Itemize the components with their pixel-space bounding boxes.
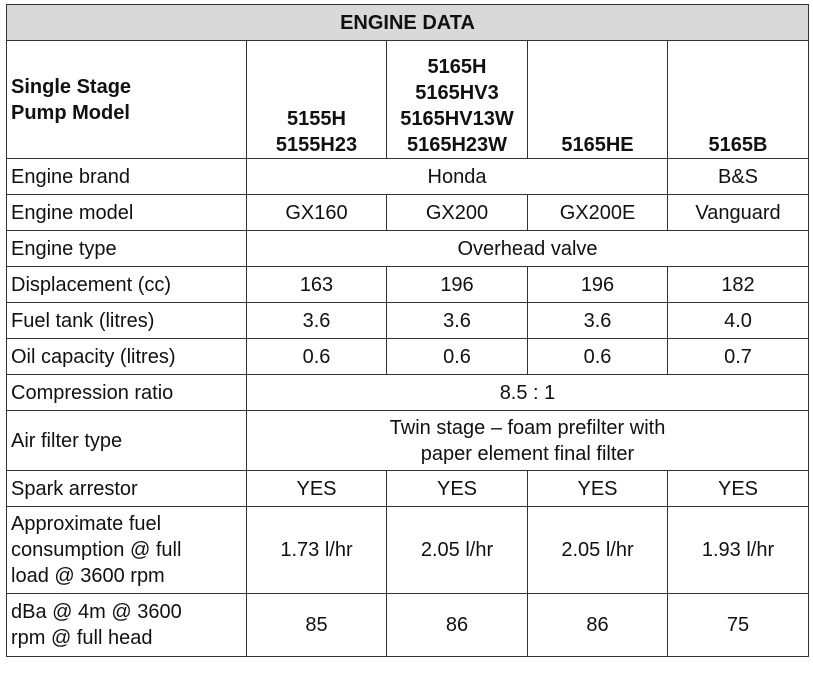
- table-title: ENGINE DATA: [7, 5, 809, 41]
- row-fuel-consumption: [7, 507, 809, 594]
- model-name: 5165H23W: [406, 134, 508, 156]
- cell-value: YES: [668, 471, 809, 507]
- cell-value: 196: [387, 267, 528, 303]
- cell-value: GX200: [387, 195, 528, 231]
- model-name: 5165HV3: [415, 82, 499, 104]
- model-header-col-1: [247, 41, 387, 159]
- model-name: 5165B: [708, 134, 768, 156]
- row-label: Engine brand: [7, 159, 247, 195]
- cell-value: GX200E: [528, 195, 668, 231]
- cell-value: 86: [528, 594, 668, 657]
- row-label: Oil capacity (litres): [7, 339, 247, 375]
- cell-value: 3.6: [387, 303, 528, 339]
- cell-value: 4.0: [668, 303, 809, 339]
- model-name: 5165HV13W: [400, 108, 514, 130]
- row-label-line: consumption @ full: [11, 539, 182, 561]
- cell-value: 75: [668, 594, 809, 657]
- cell-value: 86: [387, 594, 528, 657]
- cell-value-line: Twin stage – foam prefilter with: [389, 416, 666, 439]
- cell-value: Honda: [247, 159, 668, 195]
- row-label-line: rpm @ full head: [11, 627, 153, 649]
- cell-value: YES: [247, 471, 387, 507]
- cell-value: 196: [528, 267, 668, 303]
- row-engine-model: [7, 195, 809, 231]
- row-displacement: [7, 267, 809, 303]
- row-label: [7, 507, 247, 594]
- row-air-filter: [7, 411, 809, 471]
- header-label-line: Single Stage: [11, 75, 132, 98]
- cell-value-line: paper element final filter: [420, 442, 635, 465]
- row-label: Compression ratio: [7, 375, 247, 411]
- cell-value: [247, 411, 809, 471]
- cell-value: YES: [387, 471, 528, 507]
- model-name: 5165H: [427, 56, 487, 78]
- header-label-line: Pump Model: [11, 101, 130, 124]
- header-label: [7, 41, 247, 159]
- cell-value: 3.6: [528, 303, 668, 339]
- engine-data-table: [6, 4, 809, 657]
- model-header-col-3: [528, 41, 668, 159]
- model-name: 5155H23: [275, 134, 358, 156]
- cell-value: 0.6: [387, 339, 528, 375]
- row-label: Displacement (cc): [7, 267, 247, 303]
- row-engine-type: [7, 231, 809, 267]
- cell-value: 85: [247, 594, 387, 657]
- row-label: Air filter type: [7, 411, 247, 471]
- cell-value: 2.05 l/hr: [528, 507, 668, 594]
- row-compression-ratio: [7, 375, 809, 411]
- model-name: 5155H: [287, 108, 346, 130]
- row-label: Fuel tank (litres): [7, 303, 247, 339]
- model-header-col-2: [387, 41, 528, 159]
- cell-value: 2.05 l/hr: [387, 507, 528, 594]
- row-oil-capacity: [7, 339, 809, 375]
- model-name: 5165HE: [561, 134, 634, 156]
- model-header-col-4: [668, 41, 809, 159]
- cell-value: Overhead valve: [247, 231, 809, 267]
- cell-value: B&S: [668, 159, 809, 195]
- row-fuel-tank: [7, 303, 809, 339]
- cell-value: 1.93 l/hr: [668, 507, 809, 594]
- cell-value: 0.7: [668, 339, 809, 375]
- row-label-line: load @ 3600 rpm: [11, 565, 165, 587]
- row-label: Engine type: [7, 231, 247, 267]
- cell-value: 8.5 : 1: [247, 375, 809, 411]
- row-label-line: Approximate fuel: [11, 513, 162, 535]
- row-label-line: dBa @ 4m @ 3600: [11, 601, 182, 623]
- row-spark-arrestor: [7, 471, 809, 507]
- row-label: Spark arrestor: [7, 471, 247, 507]
- cell-value: 0.6: [247, 339, 387, 375]
- cell-value: YES: [528, 471, 668, 507]
- cell-value: 1.73 l/hr: [247, 507, 387, 594]
- cell-value: 163: [247, 267, 387, 303]
- row-label: [7, 594, 247, 657]
- cell-value: GX160: [247, 195, 387, 231]
- cell-value: 0.6: [528, 339, 668, 375]
- cell-value: 182: [668, 267, 809, 303]
- cell-value: Vanguard: [668, 195, 809, 231]
- cell-value: 3.6: [247, 303, 387, 339]
- row-engine-brand: [7, 159, 809, 195]
- row-dba: [7, 594, 809, 657]
- row-label: Engine model: [7, 195, 247, 231]
